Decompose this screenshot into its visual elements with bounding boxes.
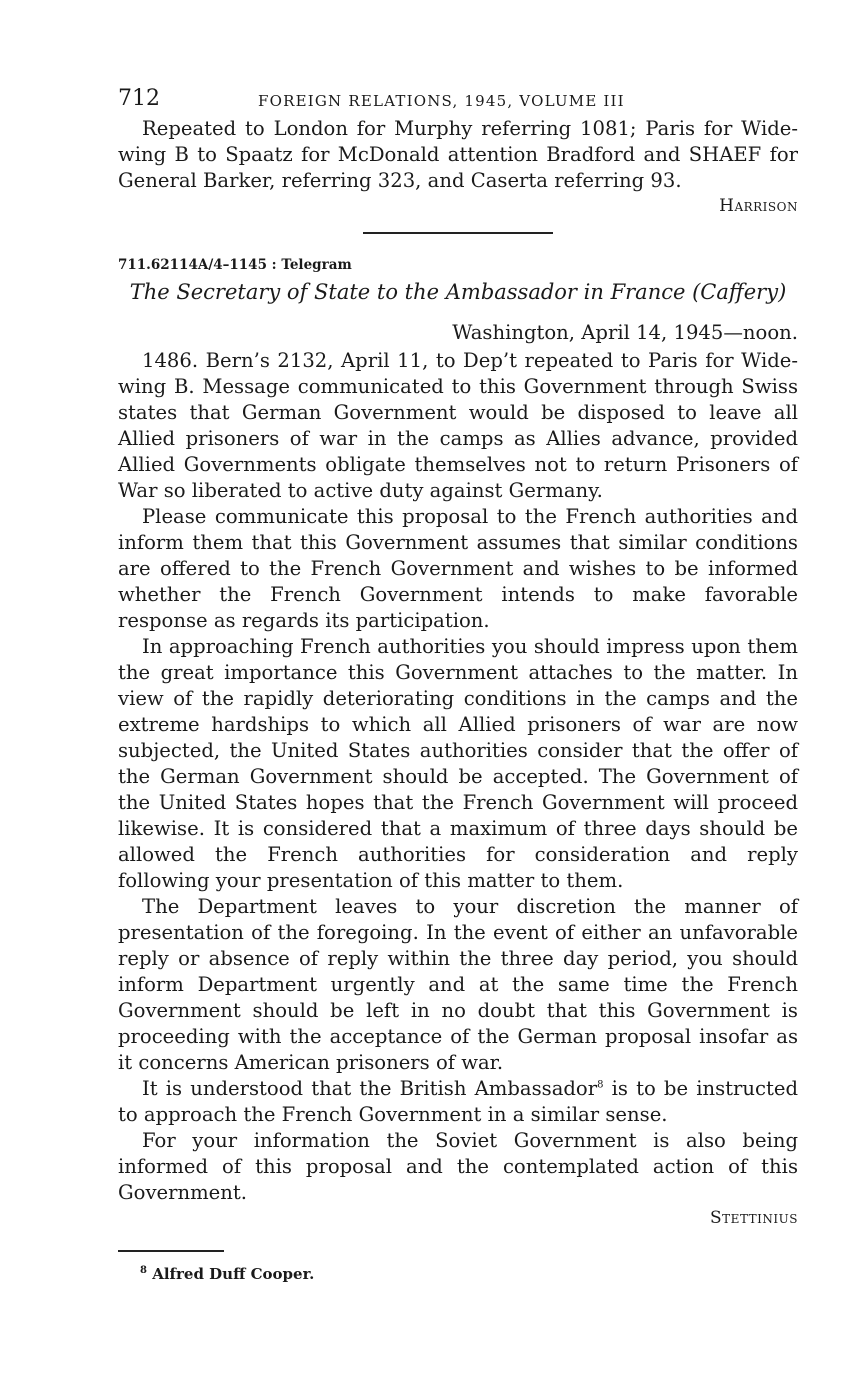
footnote-divider	[118, 1250, 224, 1252]
dateline: Washington, April 14, 1945—noon.	[452, 321, 798, 344]
prior-signature: Harrison	[719, 196, 798, 216]
section-divider	[363, 232, 553, 234]
page-number: 712	[118, 86, 160, 111]
document-signature: Stettinius	[710, 1208, 798, 1228]
paragraph-text: It is understood that the British Ambassador	[142, 1077, 598, 1100]
document-page	[118, 82, 798, 1284]
body-paragraph: The Department leaves to your discretion the manner of presentation of the foregoing. In the event of either an unfavorable reply or absence of reply within the three day period, you should inform Department urgently and at the same time the French Government should be left in no doubt that this Government is proceeding with the acceptance of the German proposal insofar as it concerns American prisoners of war.	[118, 895, 798, 1074]
document-heading: The Secretary of State to the Ambassador in France (Caffery)	[129, 280, 787, 304]
running-header	[118, 82, 798, 116]
body-paragraph: In approaching French authorities you should impress upon them the great importance this Government attaches to the matter. In view of the rapidly deteriorating conditions in the camps and the extreme hardships to which all Allied prisoners of war are now subjected, the United States authorities consider that the offer of the German Government should be accepted. The Government of the United States hopes that the French Government will proceed likewise. It is considered that a maximum of three days should be allowed the French authorities for consideration and reply following your presentation of this matter to them.	[118, 635, 798, 892]
paragraph-text: is to be instructed to approach the French Government in a similar sense.	[118, 1077, 798, 1126]
body-paragraph: Please communicate this proposal to the French authorities and inform them that this Government assumes that similar conditions are offered to the French Government and wishes to be informed whether the French Government intends to make favorable response as regards its participation.	[118, 505, 798, 632]
prior-closing-paragraph: Repeated to London for Murphy referring 1081; Paris for Wide-wing B to Spaatz for McDonald attention Bradford and SHAEF for General Barker, referring 323, and Caserta referring 93.	[118, 117, 798, 192]
footnote-marker: 8	[140, 1265, 147, 1276]
footnote-reference: 8	[597, 1079, 604, 1091]
body-paragraph-ambassador	[118, 1076, 798, 1128]
body-paragraph: For your information the Soviet Government is also being informed of this proposal and the contemplated action of this Government.	[118, 1129, 798, 1204]
file-reference: 711.62114A/4–1145 : Telegram	[118, 257, 352, 273]
footnote	[118, 1264, 798, 1284]
footnote-text: Alfred Duff Cooper.	[152, 1265, 315, 1283]
running-title: FOREIGN RELATIONS, 1945, VOLUME III	[258, 92, 625, 110]
body-paragraph: 1486. Bern’s 2132, April 11, to Dep’t repeated to Paris for Wide-wing B. Message communicated to this Government through Swiss states that German Government would be disposed to leave all Allied prisoners of war in the camps as Allies advance, provided Allied Governments obligate themselves not to return Prisoners of War so liberated to active duty against Germany.	[118, 349, 798, 502]
